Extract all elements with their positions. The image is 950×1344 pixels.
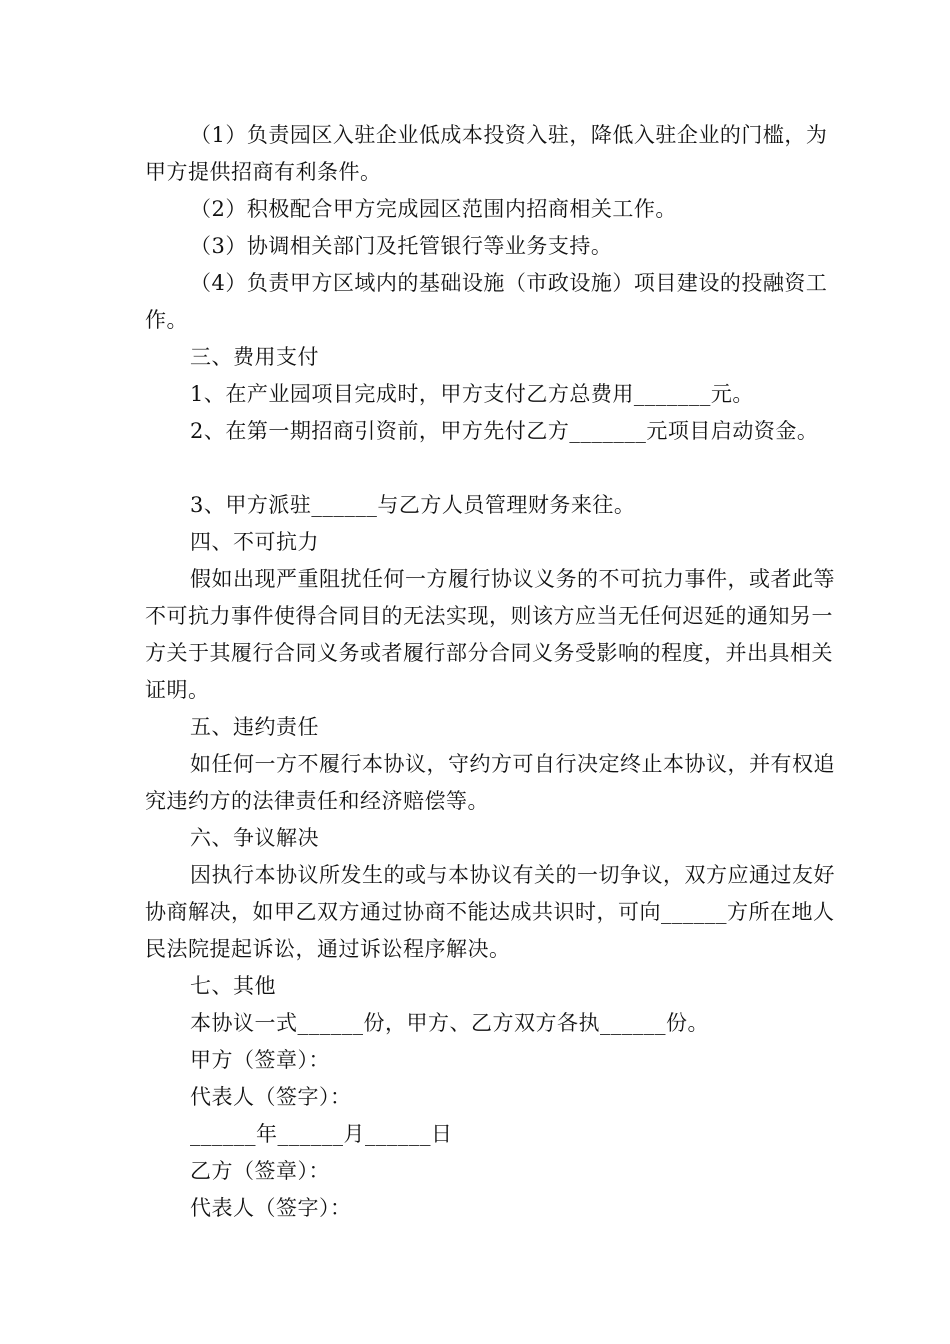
fee-clause-3: 3、甲方派驻______与乙方人员管理财务来往。 <box>190 493 636 517</box>
force-majeure-paragraph: 假如出现严重阻扰任何一方履行协议义务的不可抗力事件，或者此等不可抗力事件使得合同目的无法实现，则该方应当无任何迟延的通知另一方关于其履行合同义务或者履行部分合同义务受影响的程度，并出具相关证明。 <box>145 567 835 702</box>
fee-clause-2: 2、在第一期招商引资前，甲方先付乙方_______元项目启动资金。 <box>190 419 819 443</box>
section-heading-other: 七、其他 <box>190 974 276 998</box>
section-heading-force-majeure: 四、不可抗力 <box>190 530 319 554</box>
party-b-representative-label: 代表人（签字）： <box>190 1196 352 1220</box>
copies-clause: 本协议一式______份，甲方、乙方双方各执______份。 <box>190 1011 709 1035</box>
party-a-representative-label: 代表人（签字）： <box>190 1085 352 1109</box>
paragraph-item-2: （2）积极配合甲方完成园区范围内招商相关工作。 <box>190 197 677 221</box>
paragraph-item-3: （3）协调相关部门及托管银行等业务支持。 <box>190 234 613 258</box>
paragraph-item-1: （1）负责园区入驻企业低成本投资入驻，降低入驻企业的门槛，为甲方提供招商有利条件。 <box>145 123 828 184</box>
paragraph-item-4: （4）负责甲方区域内的基础设施（市政设施）项目建设的投融资工作。 <box>145 271 828 332</box>
section-heading-breach: 五、违约责任 <box>190 715 319 739</box>
signing-date-line: ______年______月______日 <box>190 1122 453 1146</box>
fee-clause-1: 1、在产业园项目完成时，甲方支付乙方总费用_______元。 <box>190 382 754 406</box>
breach-paragraph: 如任何一方不履行本协议，守约方可自行决定终止本协议，并有权追究违约方的法律责任和经济赔偿等。 <box>145 752 835 813</box>
party-a-seal-label: 甲方（签章）： <box>190 1048 330 1072</box>
section-heading-dispute: 六、争议解决 <box>190 826 319 850</box>
section-heading-fee: 三、费用支付 <box>190 345 319 369</box>
dispute-paragraph: 因执行本协议所发生的或与本协议有关的一切争议，双方应通过友好协商解决，如甲乙双方通过协商不能达成共识时，可向______方所在地人民法院提起诉讼，通过诉讼程序解决。 <box>145 863 835 961</box>
party-b-seal-label: 乙方（签章）： <box>190 1159 330 1183</box>
